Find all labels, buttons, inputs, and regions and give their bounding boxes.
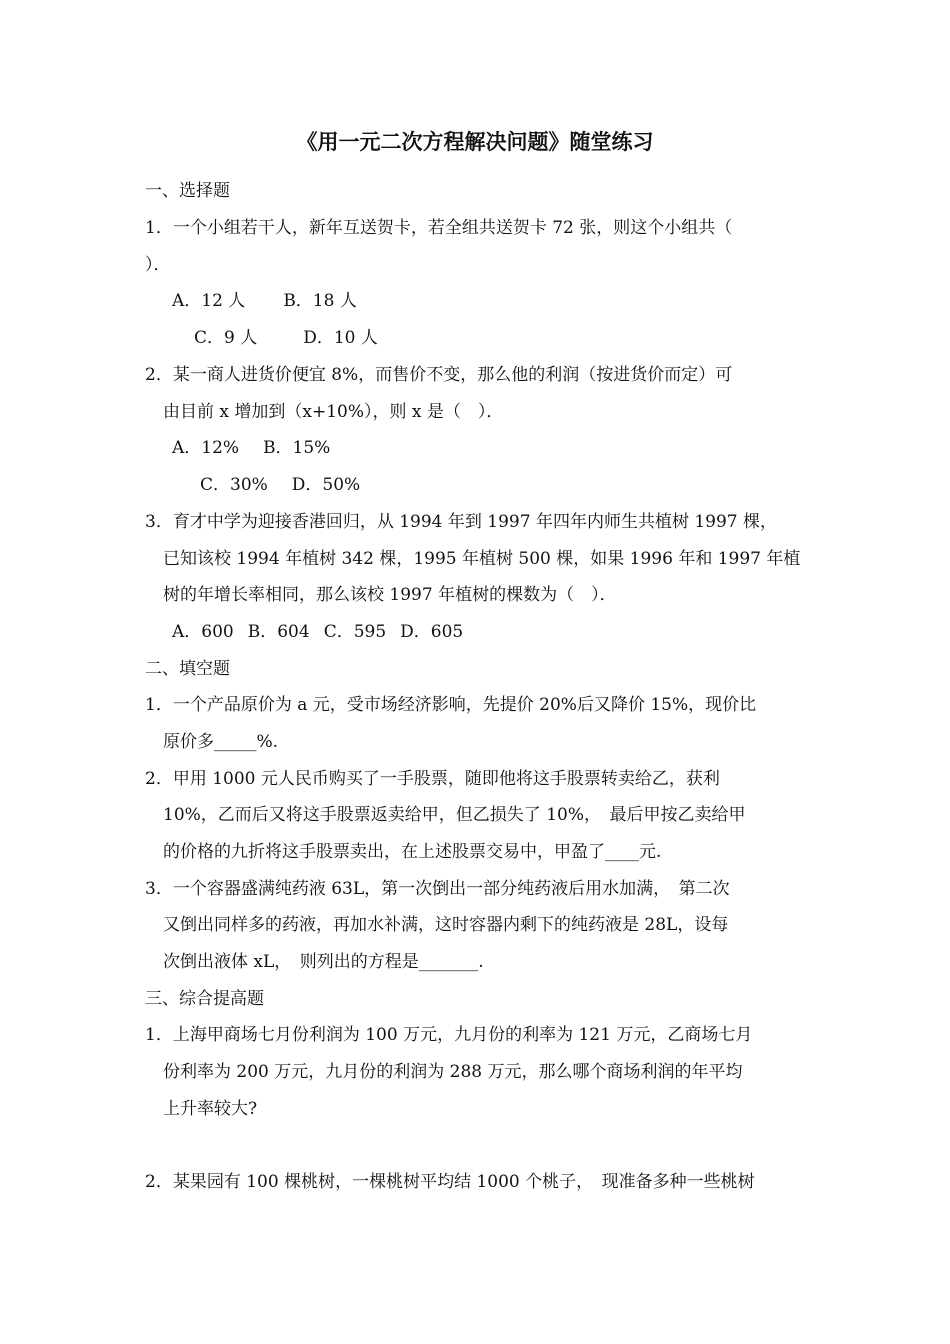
question-2-line-2: 由目前 x 增加到（x+10%），则 x 是（ ）． [163, 402, 504, 422]
fill-question-3-line-2: 又倒出同样多的药液，再加水补满，这时容器内剩下的纯药液是 28L，设每 [163, 915, 729, 935]
question-3-line-2: 已知该校 1994 年植树 342 棵，1995 年植树 500 棵，如果 1996 年和 1997 年植 [163, 549, 801, 569]
option-c: C．9 人 [194, 328, 258, 348]
fill-question-2-line-2: 10%，乙而后又将这手股票返卖给甲，但乙损失了 10%， 最后甲按乙卖给甲 [163, 805, 746, 825]
option-b: B．15% [263, 438, 331, 458]
option-b: B．604 [247, 622, 310, 642]
fill-question-2-line-1: 2．甲用 1000 元人民币购买了一手股票，随即他将这手股票转卖给乙，获利 [145, 769, 720, 789]
question-1-options-cd [194, 326, 378, 350]
comp-question-2-line-1: 2．某果园有 100 棵桃树，一棵桃树平均结 1000 个桃子， 现准备多种一些桃树 [145, 1172, 755, 1192]
option-d: D．605 [400, 622, 464, 642]
fill-question-2-line-3: 的价格的九折将这手股票卖出，在上述股票交易中，甲盈了____元. [163, 842, 662, 862]
comp-question-1-line-3: 上升率较大? [163, 1099, 258, 1119]
option-a: A．12% [172, 438, 240, 458]
section-heading-fill-in: 二、填空题 [145, 659, 230, 679]
question-3-options [172, 620, 463, 644]
question-1-line-2: ）． [145, 255, 171, 275]
option-a: A．600 [172, 622, 234, 642]
question-1-options-ab [172, 289, 357, 313]
question-1-line-1: 1．一个小组若干人，新年互送贺卡，若全组共送贺卡 72 张，则这个小组共（ [145, 218, 733, 238]
question-2-options-ab [172, 436, 330, 460]
fill-question-1-line-2: 原价多_____%. [163, 732, 279, 752]
comp-question-1-line-1: 1．上海甲商场七月份利润为 100 万元，九月份的利率为 121 万元，乙商场七月 [145, 1025, 753, 1045]
fill-question-3-line-3: 次倒出液体 xL， 则列出的方程是_______. [163, 952, 484, 972]
document-title: 《用一元二次方程解决问题》随堂练习 [296, 129, 654, 154]
option-b: B．18 人 [283, 291, 357, 311]
section-heading-choice: 一、选择题 [145, 181, 230, 201]
fill-question-3-line-1: 3．一个容器盛满纯药液 63L，第一次倒出一部分纯药液后用水加满， 第二次 [145, 879, 730, 899]
option-d: D．10 人 [303, 328, 378, 348]
question-2-options-cd [200, 473, 360, 497]
question-2-line-1: 2．某一商人进货价便宜 8%，而售价不变，那么他的利润（按进货价而定）可 [145, 365, 733, 385]
fill-question-1-line-1: 1．一个产品原价为 a 元，受市场经济影响，先提价 20%后又降价 15%，现价比 [145, 695, 757, 715]
option-a: A．12 人 [172, 291, 246, 311]
section-heading-comprehensive: 三、综合提高题 [145, 989, 264, 1009]
option-c: C．595 [323, 622, 387, 642]
comp-question-1-line-2: 份利率为 200 万元，九月份的利润为 288 万元，那么哪个商场利润的年平均 [163, 1062, 743, 1082]
option-d: D．50% [291, 475, 361, 495]
question-3-line-3: 树的年增长率相同，那么该校 1997 年植树的棵数为（ ）． [163, 585, 617, 605]
question-3-line-1: 3．育才中学为迎接香港回归，从 1994 年到 1997 年四年内师生共植树 1997 棵， [145, 512, 778, 532]
option-c: C．30% [200, 475, 268, 495]
